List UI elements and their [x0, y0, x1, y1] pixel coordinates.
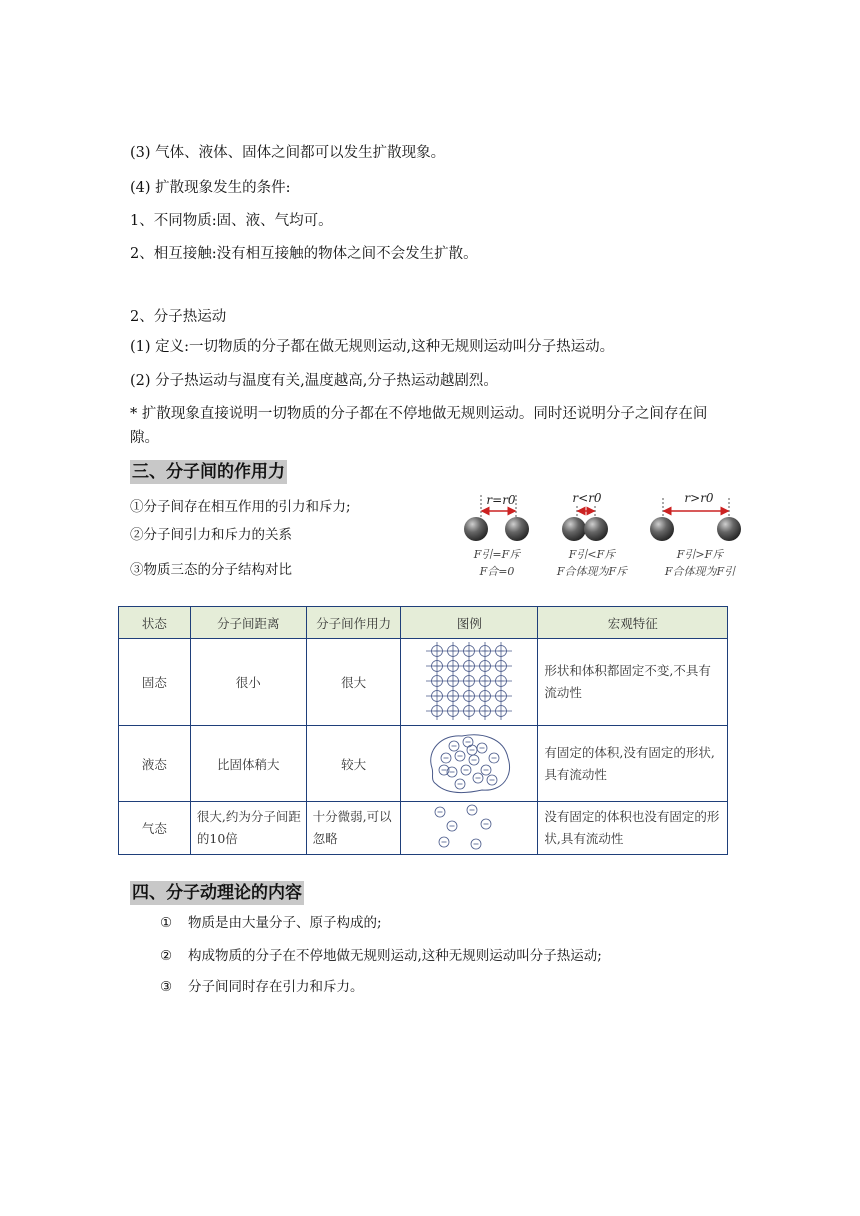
table-row [119, 802, 728, 855]
diagram-case-equal [464, 493, 529, 578]
table-cell: 液态 [119, 726, 191, 802]
force-relation: F引>F斥 [676, 548, 724, 561]
table-header: 图例 [401, 607, 538, 639]
table-cell: 很大,约为分子间距的10倍 [190, 802, 306, 855]
table-header: 分子间作用力 [306, 607, 401, 639]
text-line: (2) 分子热运动与温度有关,温度越高,分子热运动越剧烈。 [130, 373, 498, 389]
list-number: ③ [160, 979, 173, 995]
states-comparison-table [118, 606, 728, 855]
table-cell: 很大 [306, 639, 401, 726]
liquid-illustration-cell [401, 726, 538, 802]
text-line: 1、不同物质:固、液、气均可。 [130, 213, 333, 229]
force-relation: F引<F斥 [568, 548, 616, 561]
molecule-icon [650, 517, 674, 541]
table-header-row [119, 607, 728, 639]
table-cell: 形状和体积都固定不变,不具有流动性 [538, 639, 728, 726]
gas-illustration-cell [401, 802, 538, 855]
table-cell: 有固定的体积,没有固定的形状,具有流动性 [538, 726, 728, 802]
text-line: (1) 定义:一切物质的分子都在做无规则运动,这种无规则运动叫分子热运动。 [130, 339, 615, 355]
subheading: 2、分子热运动 [130, 309, 227, 325]
distance-label: r=r0 [486, 493, 516, 507]
table-cell: 气态 [119, 802, 191, 855]
list-text: 分子间同时存在引力和斥力。 [188, 979, 364, 995]
list-item: ③物质三态的分子结构对比 [130, 562, 292, 578]
table-header: 状态 [119, 607, 191, 639]
table-header: 分子间距离 [190, 607, 306, 639]
solid-structure-icon [424, 640, 514, 722]
molecular-force-diagram [455, 484, 760, 584]
text-line: (4) 扩散现象发生的条件: [130, 180, 291, 196]
table-row [119, 639, 728, 726]
list-number: ② [160, 948, 173, 964]
section-heading-forces: 三、分子间的作用力 [132, 462, 285, 482]
net-force: F合体现为F引 [664, 565, 736, 578]
section-heading-theory: 四、分子动理论的内容 [132, 883, 302, 903]
molecule-icon [562, 517, 586, 541]
list-text: 构成物质的分子在不停地做无规则运动,这种无规则运动叫分子热运动; [188, 948, 602, 964]
table-cell: 没有固定的体积也没有固定的形状,具有流动性 [538, 802, 728, 855]
text-line: 2、相互接触:没有相互接触的物体之间不会发生扩散。 [130, 246, 478, 262]
molecule-icon [717, 517, 741, 541]
net-force: F合=0 [479, 565, 515, 578]
force-relation: F引=F斥 [473, 548, 521, 561]
table-cell: 固态 [119, 639, 191, 726]
table-cell: 较大 [306, 726, 401, 802]
table-cell: 很小 [190, 639, 306, 726]
text-line: (3) 气体、液体、固体之间都可以发生扩散现象。 [130, 145, 446, 161]
list-item [160, 946, 602, 966]
list-text: 物质是由大量分子、原子构成的; [188, 915, 382, 931]
table-cell: 十分微弱,可以忽略 [306, 802, 401, 855]
list-number: ① [160, 915, 173, 931]
table-cell: 比固体稍大 [190, 726, 306, 802]
molecule-icon [505, 517, 529, 541]
diagram-case-less [556, 491, 628, 578]
text-paragraph: * 扩散现象直接说明一切物质的分子都在不停地做无规则运动。同时还说明分子之间存在间隙。 [130, 406, 708, 446]
gas-structure-icon [424, 804, 514, 850]
distance-label: r>r0 [684, 491, 714, 505]
table-row [119, 726, 728, 802]
list-item [160, 977, 364, 997]
diagram-case-greater [650, 491, 741, 578]
liquid-structure-icon [424, 728, 514, 796]
molecule-icon [584, 517, 608, 541]
distance-label: r<r0 [572, 491, 602, 505]
list-item [160, 913, 382, 933]
solid-illustration-cell [401, 639, 538, 726]
molecule-icon [464, 517, 488, 541]
list-item: ①分子间存在相互作用的引力和斥力; [130, 499, 351, 515]
net-force: F合体现为F斥 [556, 565, 628, 578]
list-item: ②分子间引力和斥力的关系 [130, 527, 292, 543]
table-header: 宏观特征 [538, 607, 728, 639]
